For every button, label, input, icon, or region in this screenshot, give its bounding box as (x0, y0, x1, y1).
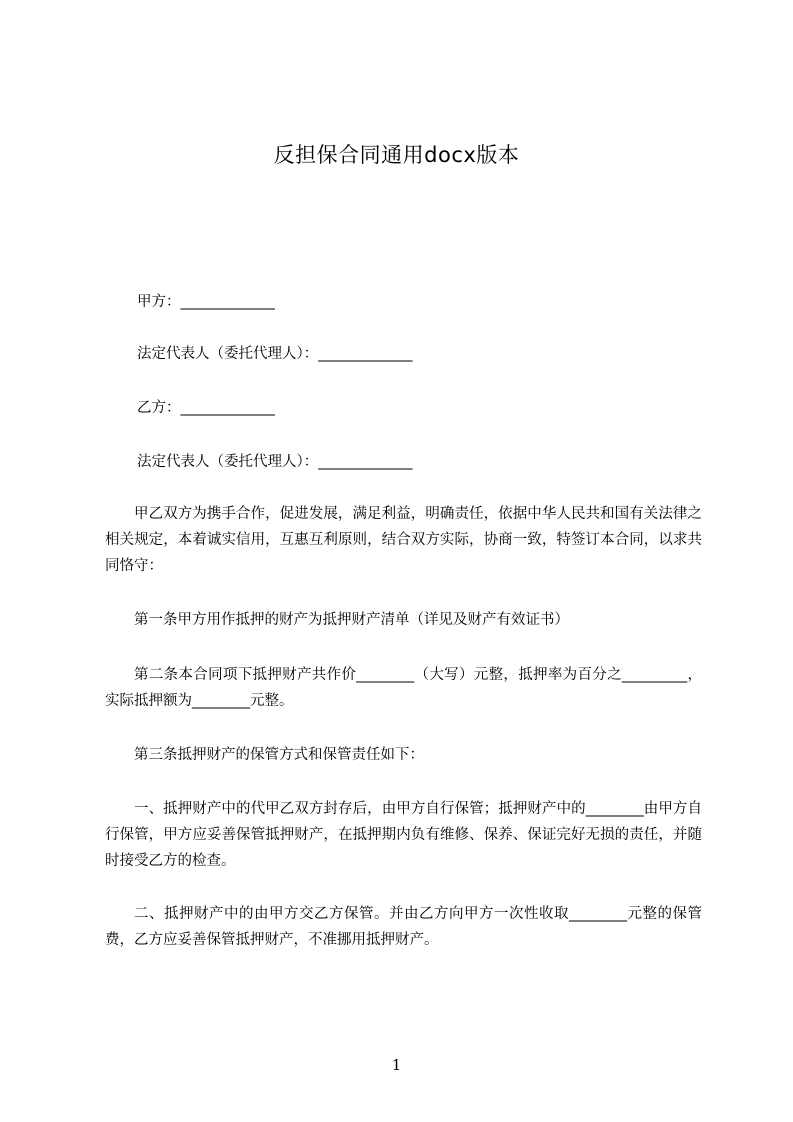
article-3-paragraph: 第三条抵押财产的保管方式和保管责任如下： (134, 747, 424, 763)
party-a-representative-field: 法定代表人（委托代理人）：_____________ (137, 346, 413, 362)
article-3-item-1: 一、抵押财产中的代甲乙双方封存后，由甲方自行保管；抵押财产中的________由甲方自行保管，甲方应妥善保管抵押财产，在抵押期内负有维修、保养、保证完好无损的责任，并随时接受乙方的检查。 (105, 801, 702, 869)
article-2-paragraph: 第二条本合同项下抵押财产共作价________（大写）元整，抵押率为百分之_________，实际抵押额为________元整。 (105, 667, 702, 709)
article-3-item-2: 二、抵押财产中的由甲方交乙方保管。并由乙方向甲方一次性收取________元整的保管费，乙方应妥善保管抵押财产，不准挪用抵押财产。 (105, 906, 702, 948)
preamble-paragraph: 甲乙双方为携手合作，促进发展，满足利益，明确责任，依据中华人民共和国有关法律之相关规定，本着诚实信用，互惠互利原则，结合双方实际，协商一致，特签订本合同，以求共同恪守： (105, 506, 702, 574)
document-title: 反担保合同通用docx版本 (273, 143, 520, 167)
page-number: 1 (391, 1056, 402, 1074)
article-1-paragraph: 第一条甲方用作抵押的财产为抵押财产清单（详见及财产有效证书） (134, 612, 569, 628)
party-b-field: 乙方：_____________ (137, 400, 275, 416)
party-b-representative-field: 法定代表人（委托代理人）：_____________ (137, 454, 413, 470)
party-a-field: 甲方：_____________ (137, 294, 275, 310)
